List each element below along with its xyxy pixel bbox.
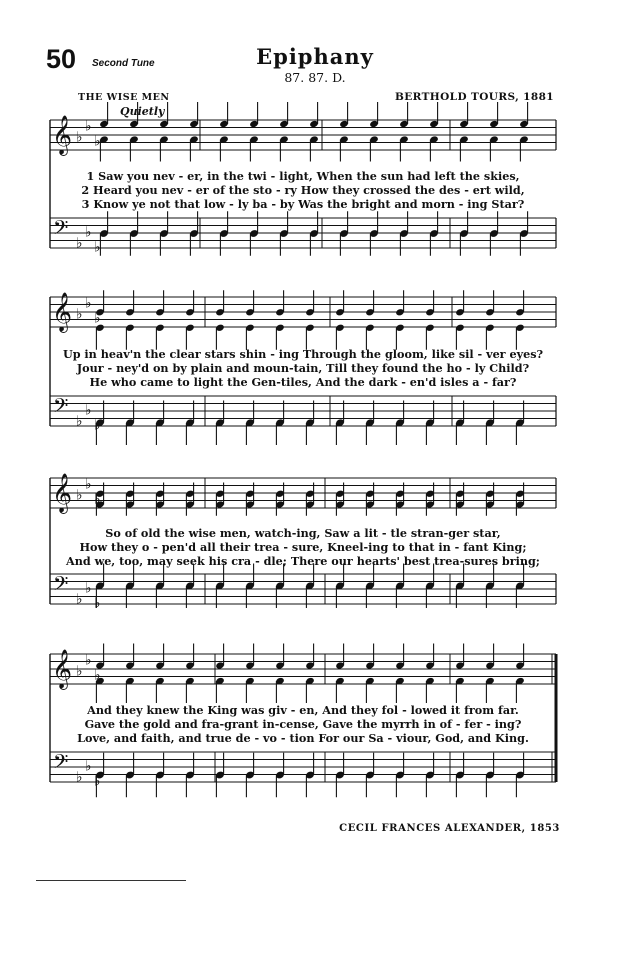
flat-icon: ♭ xyxy=(94,595,101,612)
treble-clef-icon: 𝄞 xyxy=(52,292,73,332)
bass-clef-icon: 𝄢 xyxy=(53,216,69,244)
flat-icon: ♭ xyxy=(76,306,83,323)
bass-staff-3 xyxy=(50,564,556,612)
flat-icon: ♭ xyxy=(85,758,92,775)
tune-label: Second Tune xyxy=(92,58,155,69)
bass-clef-icon: 𝄢 xyxy=(53,394,69,422)
lyric-line-s2-v1: Up in heav'n the clear stars shin - ing Through the gloom, like sil - ver eyes? xyxy=(62,347,544,361)
treble-staff-2 xyxy=(50,290,556,350)
bass-staff-1 xyxy=(50,211,556,256)
meter: 87. 87. D. xyxy=(284,70,346,85)
treble-staff-1 xyxy=(50,102,556,162)
flat-icon: ♭ xyxy=(76,129,83,146)
flat-icon: ♭ xyxy=(76,413,83,430)
flat-icon: ♭ xyxy=(94,667,101,684)
flat-icon: ♭ xyxy=(76,663,83,680)
tempo-marking: Quietly xyxy=(120,105,165,118)
bass-staff-4 xyxy=(50,752,556,797)
flat-icon: ♭ xyxy=(94,491,101,508)
lyric-line-s4-v2: Gave the gold and fra-grant in-cense, Gave the myrrh in of - fer - ing? xyxy=(84,717,522,731)
bass-staff-2 xyxy=(50,396,556,445)
lyric-line-s1-v2: 2 Heard you nev - er of the sto - ry How they crossed the des - ert wild, xyxy=(81,183,525,197)
treble-clef-icon: 𝄞 xyxy=(52,473,73,513)
flat-icon: ♭ xyxy=(85,652,92,669)
lyric-line-s2-v3: He who came to light the Gen-tiles, And the dark - en'd isles a - far? xyxy=(89,375,517,389)
tune-name: THE WISE MEN xyxy=(78,92,170,103)
flat-icon: ♭ xyxy=(76,487,83,504)
lyric-line-s3-v3: And we, too, may seek his cra - dle; There our hearts' best trea-sures bring; xyxy=(66,554,540,568)
flat-icon: ♭ xyxy=(85,118,92,135)
season-title: Epiphany xyxy=(256,44,374,69)
flat-icon: ♭ xyxy=(85,224,92,241)
hymn-number: 50 xyxy=(46,44,77,74)
composer: BERTHOLD TOURS, 1881 xyxy=(394,91,554,103)
flat-icon: ♭ xyxy=(94,133,101,150)
flat-icon: ♭ xyxy=(94,773,101,790)
treble-staff-3 xyxy=(50,478,556,516)
footer-rule xyxy=(36,880,186,881)
bass-clef-icon: 𝄢 xyxy=(53,572,69,600)
lyric-line-s3-v1: So of old the wise men, watch-ing, Saw a lit - tle stran-ger star, xyxy=(105,526,501,540)
lyric-line-s4-v3: Love, and faith, and true de - vo - tion For our Sa - viour, God, and King. xyxy=(77,731,529,745)
treble-clef-icon: 𝄞 xyxy=(52,649,73,689)
flat-icon: ♭ xyxy=(94,239,101,256)
lyric-line-s1-v1: 1 Saw you nev - er, in the twi - light, When the sun had left the skies, xyxy=(86,169,520,183)
flat-icon: ♭ xyxy=(76,591,83,608)
author-credit: CECIL FRANCES ALEXANDER, 1853 xyxy=(339,823,560,834)
lyric-line-s1-v3: 3 Know ye not that low - ly ba - by Was the bright and morn - ing Star? xyxy=(81,197,525,211)
lyric-line-s3-v2: How they o - pen'd all their trea - sure, Kneel-ing to that in - fant King; xyxy=(79,540,527,554)
flat-icon: ♭ xyxy=(85,476,92,493)
bass-clef-icon: 𝄢 xyxy=(53,750,69,778)
flat-icon: ♭ xyxy=(94,417,101,434)
treble-staff-4 xyxy=(50,644,556,704)
flat-icon: ♭ xyxy=(76,769,83,786)
flat-icon: ♭ xyxy=(94,310,101,327)
lyric-line-s2-v2: Jour - ney'd on by plain and moun-tain, Till they found the ho - ly Child? xyxy=(76,361,530,375)
flat-icon: ♭ xyxy=(85,402,92,419)
flat-icon: ♭ xyxy=(85,295,92,312)
treble-clef-icon: 𝄞 xyxy=(52,115,73,155)
flat-icon: ♭ xyxy=(76,235,83,252)
flat-icon: ♭ xyxy=(85,580,92,597)
lyric-line-s4-v1: And they knew the King was giv - en, And they fol - lowed it from far. xyxy=(87,703,519,717)
